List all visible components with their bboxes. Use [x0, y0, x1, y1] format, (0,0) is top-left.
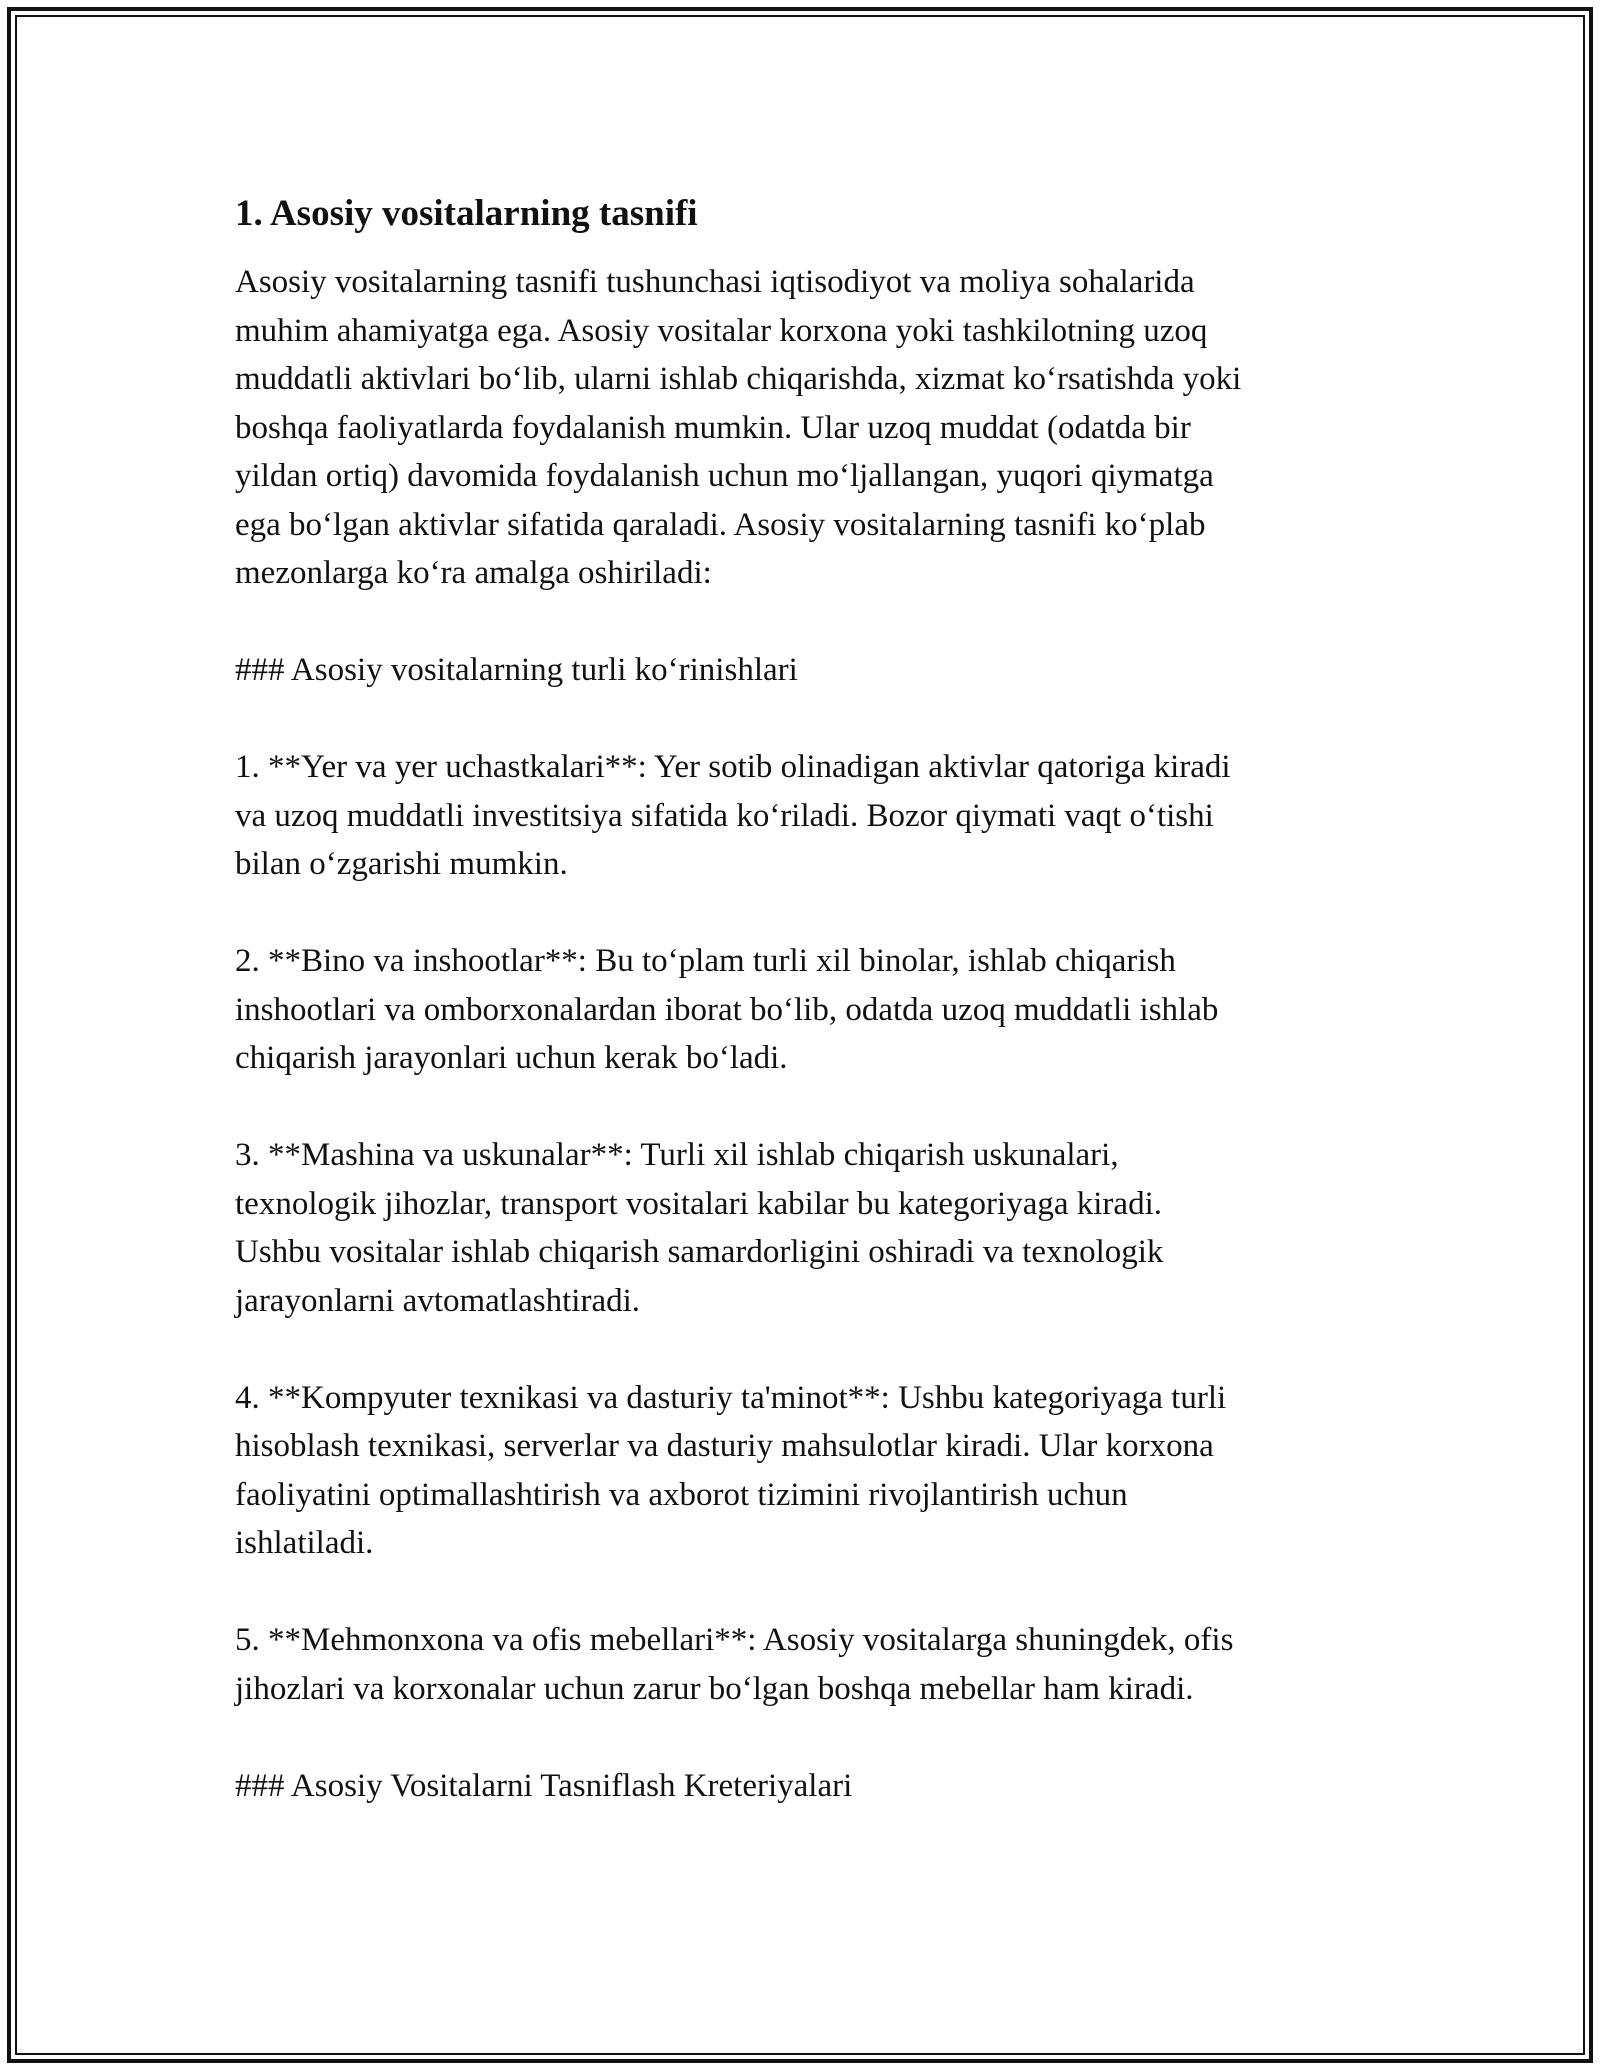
list-item-furniture: 5. **Mehmonxona va ofis mebellari**: Asosiy vositalarga shuningdek, ofis jihozlari va korxonalar uchun zarur bo‘lgan boshqa mebellar ham kiradi. — [235, 1622, 1234, 1707]
list-item-machinery: 3. **Mashina va uskunalar**: Turli xil ishlab chiqarish uskunalari, texnologik jihozlar, transport vositalari kabilar bu kategoriyaga kiradi. Ushbu vositalar ishlab chiqarish samardorligini oshiradi va texnologik jarayonlarni avtomatlashtiradi. — [235, 1137, 1164, 1319]
list-item-buildings: 2. **Bino va inshootlar**: Bu to‘plam turli xil binolar, ishlab chiqarish inshootlari va omborxonalardan iborat bo‘lib, odatda uzoq muddatli ishlab chiqarish jarayonlari uchun kerak bo‘ladi. — [235, 943, 1219, 1076]
intro-paragraph: Asosiy vositalarning tasnifi tushunchasi iqtisodiyot va moliya sohalarida muhim ahamiyatga ega. Asosiy vositalar korxona yoki tashkilotning uzoq muddatli aktivlari bo‘lib, ularni ishlab chiqarishda, xizmat ko‘rsatishda yoki boshqa faoliyatlarda foydalanish mumkin. Ular uzoq muddat (odatda bir yildan ortiq) davomida foydalanish uchun mo‘ljallangan, yuqori qiymatga ega bo‘lgan aktivlar sifatida qaraladi. Asosiy vositalarning tasnifi ko‘plab mezonlarga ko‘ra amalga oshiriladi: — [235, 264, 1242, 591]
document-body — [235, 190, 1375, 1810]
subheading-types: ### Asosiy vositalarning turli ko‘rinishlari — [235, 652, 798, 688]
subheading-criteria: ### Asosiy Vositalarni Tasniflash Kreteriyalari — [235, 1767, 853, 1804]
list-item-computers: 4. **Kompyuter texnikasi va dasturiy ta'minot**: Ushbu kategoriyaga turli hisoblash texnikasi, serverlar va dasturiy mahsulotlar kiradi. Ular korxona faoliyatini optimallashtirish va axborot tizimini rivojlantirish uchun ishlatiladi. — [235, 1379, 1227, 1561]
document-title: 1. Asosiy vositalarning tasnifi — [235, 193, 698, 234]
list-item-land: 1. **Yer va yer uchastkalari**: Yer sotib olinadigan aktivlar qatoriga kiradi va uzoq muddatli investitsiya sifatida ko‘riladi. Bozor qiymati vaqt o‘tishi bilan o‘zgarishi mumkin. — [235, 749, 1231, 882]
